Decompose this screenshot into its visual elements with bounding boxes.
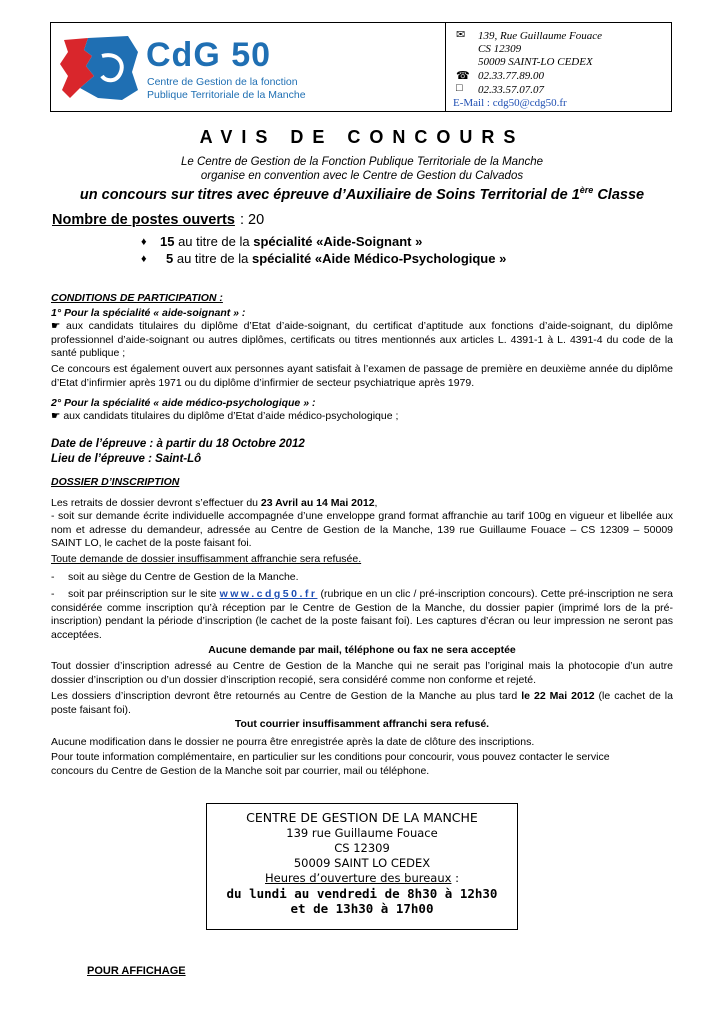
bullet-icon: ♦: [141, 236, 147, 248]
photocopy-notice: Tout dossier d’inscription adressé au Centre de Gestion de la Manche qui ne serait pas l’original mais la photocopie d’un autre dossier d’inscription ou d’un dossier d’inscription recopié, sera considéré comme non conforme et rejeté.: [51, 660, 673, 686]
spec2-text-block: [51, 410, 673, 424]
option-preinscription: [51, 588, 673, 642]
spec-count: 5: [166, 251, 174, 266]
retrait-post: ,: [374, 497, 378, 509]
return-post: (le cachet de la poste faisant foi).: [51, 690, 673, 716]
spec1-text: aux candidats titulaires du diplôme d’Etat d’aide-soignant, du certificat d’aptitude aux fonctions d’aide-soignant, du diplôme professionnel d’aide-soignant ou autres diplômes, certificats ou titres mentionnés aux articles L. 4391-1 à L. 4391-4 du code de la santé publique ;: [51, 320, 673, 359]
footer-name: CENTRE DE GESTION DE LA MANCHE: [246, 810, 478, 825]
dossier-heading: DOSSIER D’INSCRIPTION: [51, 476, 180, 488]
cdg50-logo-icon: [58, 32, 140, 104]
spec1-extra: Ce concours est également ouvert aux personnes ayant satisfait à l’examen de passage de première en deuxième année du diplôme d’Etat d’infirmier après 1971 ou du diplôme d’infirmier de secteur psychiatrique après 1979.: [51, 363, 673, 389]
page-title: AVIS DE CONCOURS: [199, 127, 525, 147]
phone-2: 02.33.57.07.07: [478, 84, 544, 96]
conditions-heading: CONDITIONS DE PARTICIPATION :: [51, 292, 223, 304]
option3-post: (rubrique en un clic / pré-inscription concours). Cette pré-inscription ne sera considérée comme inscription qu’à réception par le Centre de Gestion de la Manche, du dossier papier (imprimé lors de la pré-inscription) pendant la période d’inscription (le cachet de la poste faisant foi). Les captures d’écran ou leur impression ne seront pas acceptées.: [51, 588, 673, 641]
dash-marker: -: [51, 571, 55, 583]
footer-hours-heading: [206, 871, 518, 887]
option-siege: soit au siège du Centre de Gestion de la Manche.: [68, 571, 299, 583]
postage-notice: Tout courrier insuffisamment affranchi sera refusé.: [234, 718, 490, 730]
footer-hours-1: du lundi au vendredi de 8h30 à 12h30: [226, 886, 498, 901]
footer-city: 50009 SAINT LO CEDEX: [293, 856, 431, 870]
footer-hours-colon: :: [451, 871, 459, 885]
contest-title-end: Classe: [593, 186, 645, 203]
retrait-pre: Les retraits de dossier devront s’effectuer du: [51, 497, 261, 509]
spec-name: «Aide Médico-Psychologique »: [311, 251, 507, 266]
spec2-heading: 2° Pour la spécialité « aide médico-psychologique » :: [51, 397, 316, 409]
contest-title: [0, 185, 724, 203]
postes-value: : 20: [240, 212, 265, 228]
email-link[interactable]: E-Mail : cdg50@cdg50.fr: [453, 97, 567, 109]
spec-count: 15: [160, 234, 175, 249]
option3-pre: soit par préinscription sur le site: [68, 588, 220, 600]
spec-item-aide-soignant: [160, 234, 422, 249]
footer-hours-label: Heures d’ouverture des bureaux: [265, 871, 452, 885]
option-written-request: - soit sur demande écrite individuelle accompagnée d’une enveloppe grand format affranchie au tarif 100g en vigueur et libellée aux nom et adresse du demandeur, adressée au Centre de Gestion de la Manche, 139 rue Guillaume Fouace – CS 12309 – 50009 SAINT LO, le cachet de la poste faisant foi.: [51, 510, 673, 549]
spec1-heading: 1° Pour la spécialité « aide-soignant » :: [51, 307, 246, 319]
spec-name: «Aide-Soignant »: [312, 234, 423, 249]
website-link[interactable]: www.cdg50.fr: [219, 588, 318, 600]
dash-marker: -: [51, 588, 55, 600]
envelope-icon: ✉: [456, 29, 466, 41]
return-pre: Les dossiers d’inscription devront être retournés au Centre de Gestion de la Manche au plus tard: [51, 690, 522, 702]
contest-title-sup: ère: [579, 185, 594, 195]
logo-text: CdG 50: [146, 36, 272, 74]
spec-label: spécialité: [252, 251, 312, 266]
telephone-icon: ☎: [456, 70, 470, 82]
logo-subtitle-2: Publique Territoriale de la Manche: [147, 89, 306, 101]
spec1-text-block: [51, 320, 673, 361]
no-modification: Aucune modification dans le dossier ne pourra être enregistrée après la date de clôture des inscriptions.: [51, 736, 535, 748]
retrait-dates: 23 Avril au 14 Mai 2012: [260, 497, 375, 509]
return-line: [51, 690, 673, 717]
footer-note: POUR AFFICHAGE: [87, 965, 186, 977]
intro-line-2: organise en convention avec le Centre de Gestion du Calvados: [200, 170, 524, 182]
spec-item-amp: [166, 251, 506, 266]
pointing-hand-icon: ☛: [51, 410, 64, 422]
footer-cs: CS 12309: [334, 841, 390, 855]
address-line-3: 50009 SAINT-LO CEDEX: [478, 56, 593, 68]
phone-1: 02.33.77.89.00: [478, 70, 544, 82]
spec-text: au titre de la: [174, 234, 254, 249]
contest-title-main: un concours sur titres avec épreuve d’Auxiliaire de Soins Territorial de 1: [79, 186, 580, 203]
insufficient-notice: Toute demande de dossier insuffisamment affranchie sera refusée.: [51, 553, 362, 565]
spec2-text: aux candidats titulaires du diplôme d’Etat d’aide médico-psychologique ;: [63, 410, 399, 422]
intro-line-1: Le Centre de Gestion de la Fonction Publique Territoriale de la Manche: [180, 156, 544, 168]
exam-date: Date de l’épreuve : à partir du 18 Octobre 2012: [51, 438, 305, 450]
exam-place: Lieu de l’épreuve : Saint-Lô: [51, 453, 202, 465]
footer-street: 139 rue Guillaume Fouace: [286, 826, 438, 840]
bullet-icon: ♦: [141, 253, 147, 265]
spec-label: spécialité: [253, 234, 313, 249]
spec-text: au titre de la: [173, 251, 253, 266]
header-divider: [445, 22, 446, 112]
logo-subtitle-1: Centre de Gestion de la fonction: [147, 76, 298, 88]
address-line-2: CS 12309: [478, 43, 522, 55]
return-date: le 22 Mai 2012: [521, 690, 595, 702]
pointing-hand-icon: ☛: [51, 320, 67, 332]
contact-info: Pour toute information complémentaire, en particulier sur les conditions pour concourir, vous pouvez contacter le service concours du Centre de Gestion de la Manche soit par courrier, mail ou téléphone.: [51, 751, 610, 777]
postes-label: Nombre de postes ouverts: [52, 212, 235, 228]
fax-icon: □: [456, 82, 463, 94]
address-line-1: 139, Rue Guillaume Fouace: [478, 30, 603, 42]
footer-hours-2: et de 13h30 à 17h00: [290, 901, 434, 916]
no-mail-notice: Aucune demande par mail, téléphone ou fax ne sera acceptée: [208, 644, 516, 656]
retrait-line: [51, 497, 377, 511]
